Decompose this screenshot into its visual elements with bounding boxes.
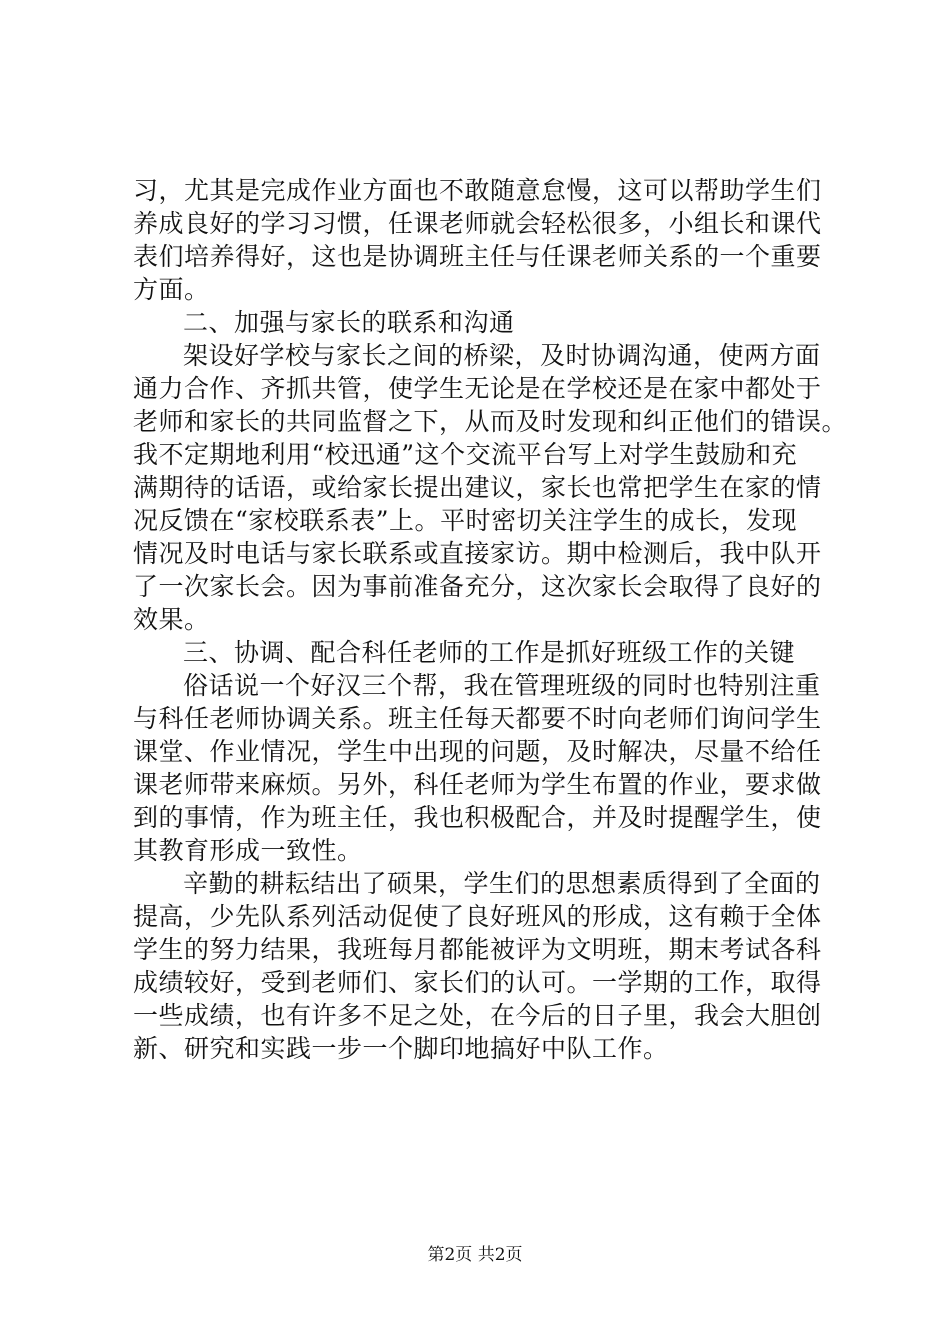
text-line: 况反馈在“家校联系表”上。平时密切关注学生的成长，发现 (133, 506, 798, 535)
text-line: 成绩较好，受到老师们、家长们的认可。一学期的工作，取得 (133, 968, 822, 997)
text-line: 到的事情，作为班主任，我也积极配合，并及时提醒学生，使 (133, 803, 822, 832)
text-line: 与科任老师协调关系。班主任每天都要不时向老师们询问学生 (133, 704, 822, 733)
text-line: 新、研究和实践一步一个脚印地搞好中队工作。 (133, 1034, 669, 1063)
document-body (133, 174, 848, 1065)
text-line: 我不定期地利用“校迅通”这个交流平台写上对学生鼓励和充 (133, 440, 798, 469)
text-line: 习，尤其是完成作业方面也不敢随意怠慢，这可以帮助学生们 (133, 176, 822, 205)
text-line: 架设好学校与家长之间的桥梁，及时协调沟通，使两方面 (183, 341, 821, 370)
text-line: 养成良好的学习习惯，任课老师就会轻松很多，小组长和课代 (133, 209, 822, 238)
text-line: 情况及时电话与家长联系或直接家访。期中检测后，我中队开 (133, 539, 822, 568)
text-line: 老师和家长的共同监督之下，从而及时发现和纠正他们的错误。 (133, 407, 848, 436)
text-line: 课堂、作业情况，学生中出现的问题，及时解决，尽量不给任 (133, 737, 822, 766)
text-line: 提高，少先队系列活动促使了良好班风的形成，这有赖于全体 (133, 902, 822, 931)
text-line: 方面。 (133, 275, 210, 304)
text-line: 通力合作、齐抓共管，使学生无论是在学校还是在家中都处于 (133, 374, 822, 403)
page-number: 第2页 共2页 (427, 1245, 523, 1265)
text-line: 一些成绩，也有许多不足之处，在今后的日子里，我会大胆创 (133, 1001, 822, 1030)
section-heading: 二、加强与家长的联系和沟通 (183, 308, 515, 337)
section-heading: 三、协调、配合科任老师的工作是抓好班级工作的关键 (183, 638, 796, 667)
text-line: 其教育形成一致性。 (133, 836, 363, 865)
text-line: 了一次家长会。因为事前准备充分，这次家长会取得了良好的 (133, 572, 822, 601)
text-line: 学生的努力结果，我班每月都能被评为文明班，期末考试各科 (133, 935, 822, 964)
text-line: 课老师带来麻烦。另外，科任老师为学生布置的作业，要求做 (133, 770, 822, 799)
page-footer (0, 1244, 950, 1266)
text-line: 满期待的话语，或给家长提出建议，家长也常把学生在家的情 (133, 473, 822, 502)
text-line: 效果。 (133, 605, 210, 634)
text-line: 表们培养得好，这也是协调班主任与任课老师关系的一个重要 (133, 242, 822, 271)
text-line: 辛勤的耕耘结出了硕果，学生们的思想素质得到了全面的 (183, 869, 821, 898)
text-line: 俗话说一个好汉三个帮，我在管理班级的同时也特别注重 (183, 671, 821, 700)
